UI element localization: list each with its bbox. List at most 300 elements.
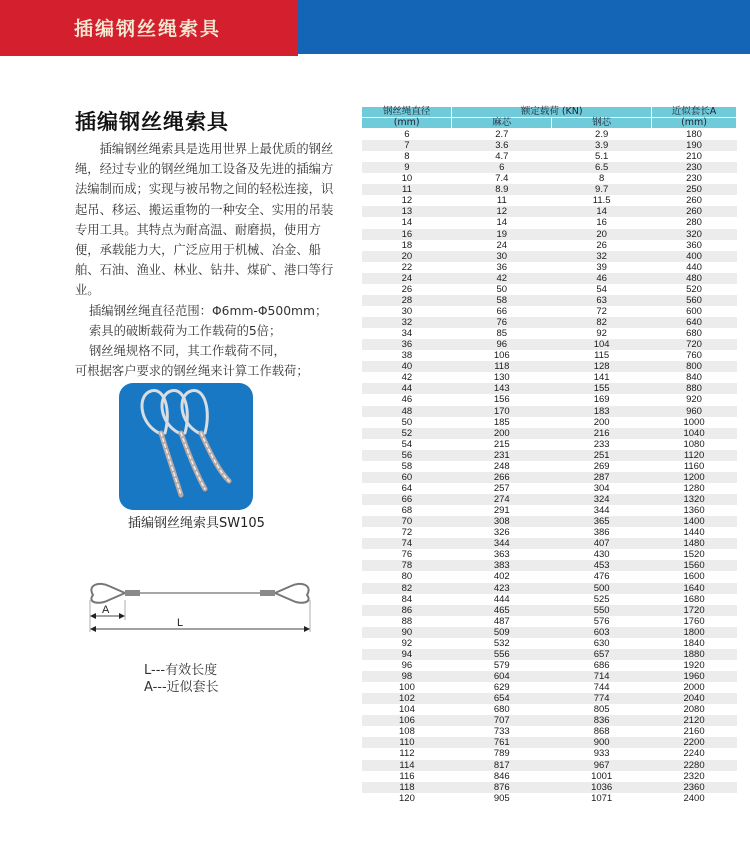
cell-fiber-core: 6 bbox=[452, 162, 552, 173]
cell-diameter: 54 bbox=[401, 438, 413, 450]
table-row bbox=[362, 295, 737, 306]
cell-steel-core: 54 bbox=[596, 283, 607, 295]
cell-diameter: 116 bbox=[399, 770, 415, 782]
cell-steel-core: 686 bbox=[593, 659, 610, 671]
table-row bbox=[362, 129, 737, 141]
table-row bbox=[362, 229, 737, 240]
cell-fiber-core: 326 bbox=[493, 527, 510, 539]
spec-table-body bbox=[362, 129, 737, 804]
cell-diameter: 52 bbox=[362, 428, 452, 439]
cell-diameter: 24 bbox=[362, 273, 452, 284]
cell-fiber-core: 789 bbox=[493, 748, 510, 760]
cell-eye-length: 1440 bbox=[683, 527, 705, 539]
cell-eye-length: 880 bbox=[652, 383, 737, 394]
cell-eye-length: 210 bbox=[686, 151, 702, 163]
table-row bbox=[362, 627, 737, 638]
cell-fiber-core: 733 bbox=[493, 726, 510, 738]
cell-diameter: 11 bbox=[362, 184, 452, 195]
table-row bbox=[362, 748, 737, 759]
cell-eye-length: 1720 bbox=[652, 605, 737, 616]
cell-eye-length: 1080 bbox=[683, 438, 705, 450]
cell-diameter: 80 bbox=[401, 571, 413, 583]
spec-table bbox=[362, 107, 737, 804]
cell-fiber-core: 846 bbox=[493, 770, 510, 782]
customer-note: 可根据客户要求的钢丝绳来计算工作载荷； bbox=[75, 364, 309, 379]
cell-steel-core: 216 bbox=[552, 428, 652, 439]
table-row bbox=[362, 538, 737, 549]
cell-eye-length: 1280 bbox=[683, 482, 705, 494]
table-row bbox=[362, 549, 737, 560]
cell-fiber-core: 248 bbox=[493, 460, 510, 472]
cell-steel-core: 476 bbox=[593, 571, 610, 583]
cell-steel-core: 32 bbox=[552, 251, 652, 262]
table-row bbox=[362, 240, 737, 251]
table-row bbox=[362, 472, 737, 483]
cell-eye-length: 960 bbox=[652, 406, 737, 417]
table-row bbox=[362, 273, 737, 284]
table-row bbox=[362, 151, 737, 162]
cell-diameter: 94 bbox=[362, 649, 452, 660]
cell-fiber-core: 905 bbox=[493, 792, 510, 804]
cell-fiber-core: 423 bbox=[452, 583, 552, 594]
cell-eye-length: 260 bbox=[652, 206, 737, 217]
cell-eye-length: 250 bbox=[652, 184, 737, 195]
header-eye-length: 近似套长A bbox=[652, 107, 737, 118]
cell-diameter: 7 bbox=[362, 140, 452, 151]
table-row bbox=[362, 671, 737, 682]
cell-fiber-core: 344 bbox=[452, 538, 552, 549]
cell-steel-core: 386 bbox=[593, 527, 610, 539]
cell-steel-core: 3.9 bbox=[552, 140, 652, 151]
cell-diameter: 58 bbox=[401, 460, 413, 472]
cell-diameter: 90 bbox=[362, 627, 452, 638]
cell-steel-core: 269 bbox=[593, 460, 610, 472]
table-row bbox=[362, 372, 737, 383]
cell-eye-length: 680 bbox=[686, 328, 702, 340]
cell-diameter: 42 bbox=[401, 372, 413, 384]
cell-eye-length: 1480 bbox=[652, 538, 737, 549]
cell-steel-core: 2.9 bbox=[595, 129, 609, 140]
table-row bbox=[362, 428, 737, 439]
cell-diameter: 64 bbox=[401, 482, 413, 494]
cell-steel-core: 324 bbox=[552, 494, 652, 505]
cell-fiber-core: 4.7 bbox=[495, 151, 509, 163]
cell-diameter: 30 bbox=[401, 305, 413, 317]
cell-diameter: 46 bbox=[401, 394, 413, 406]
cell-eye-length: 1640 bbox=[652, 583, 737, 594]
cell-eye-length: 2000 bbox=[683, 682, 705, 694]
cell-steel-core: 836 bbox=[552, 715, 652, 726]
table-row bbox=[362, 594, 737, 605]
cell-fiber-core: 12 bbox=[452, 206, 552, 217]
cell-diameter: 32 bbox=[362, 317, 452, 328]
cell-steel-core: 344 bbox=[593, 505, 610, 517]
cell-steel-core: 92 bbox=[596, 328, 607, 340]
cell-fiber-core: 383 bbox=[452, 560, 552, 571]
cell-diameter: 60 bbox=[362, 472, 452, 483]
cell-fiber-core: 308 bbox=[452, 516, 552, 527]
cell-eye-length: 230 bbox=[686, 173, 702, 185]
cell-fiber-core: 170 bbox=[452, 406, 552, 417]
table-row bbox=[362, 317, 737, 328]
cell-eye-length: 2160 bbox=[683, 726, 705, 738]
cell-steel-core: 115 bbox=[594, 350, 610, 362]
cell-diameter: 36 bbox=[362, 339, 452, 350]
cell-steel-core: 500 bbox=[552, 583, 652, 594]
cell-diameter: 28 bbox=[362, 295, 452, 306]
cell-steel-core: 200 bbox=[593, 416, 610, 428]
cell-eye-length: 480 bbox=[652, 273, 737, 284]
table-row bbox=[362, 771, 737, 782]
cell-steel-core: 576 bbox=[593, 615, 610, 627]
cell-fiber-core: 76 bbox=[452, 317, 552, 328]
cell-fiber-core: 14 bbox=[496, 217, 508, 229]
cell-fiber-core: 58 bbox=[452, 295, 552, 306]
table-row bbox=[362, 649, 737, 660]
cell-eye-length: 2080 bbox=[683, 704, 705, 716]
cell-diameter: 118 bbox=[362, 782, 452, 793]
cell-fiber-core: 66 bbox=[496, 305, 508, 317]
cell-eye-length: 2040 bbox=[652, 693, 737, 704]
table-row bbox=[362, 251, 737, 262]
table-row bbox=[362, 195, 737, 206]
cell-diameter: 56 bbox=[362, 450, 452, 461]
cell-steel-core: 744 bbox=[593, 682, 610, 694]
cell-steel-core: 933 bbox=[593, 748, 610, 760]
table-row bbox=[362, 793, 737, 804]
cell-diameter: 9 bbox=[362, 162, 452, 173]
cell-steel-core: 104 bbox=[552, 339, 652, 350]
cell-eye-length: 260 bbox=[686, 195, 702, 207]
cell-steel-core: 251 bbox=[552, 450, 652, 461]
table-row bbox=[362, 361, 737, 372]
cell-eye-length: 2200 bbox=[652, 737, 737, 748]
table-row bbox=[362, 726, 737, 737]
cell-eye-length: 1360 bbox=[683, 505, 705, 517]
cell-steel-core: 26 bbox=[596, 239, 607, 251]
cell-eye-length: 180 bbox=[686, 129, 702, 140]
table-row bbox=[362, 406, 737, 417]
table-row bbox=[362, 383, 737, 394]
page-title: 插编钢丝绳索具 bbox=[75, 110, 229, 134]
cell-steel-core: 20 bbox=[552, 229, 652, 240]
cell-diameter: 100 bbox=[399, 682, 415, 694]
table-row bbox=[362, 417, 737, 428]
header-rated-load: 额定载荷 (KN) bbox=[452, 107, 652, 118]
cell-eye-length: 1800 bbox=[652, 627, 737, 638]
cell-fiber-core: 402 bbox=[493, 571, 510, 583]
cell-diameter: 26 bbox=[401, 283, 413, 295]
cell-eye-length: 190 bbox=[652, 140, 737, 151]
cell-diameter: 82 bbox=[362, 583, 452, 594]
cell-fiber-core: 106 bbox=[493, 350, 510, 362]
cell-steel-core: 14 bbox=[552, 206, 652, 217]
cell-eye-length: 2240 bbox=[683, 748, 705, 760]
cell-fiber-core: 42 bbox=[452, 273, 552, 284]
label-l: L bbox=[177, 617, 184, 629]
table-row bbox=[362, 782, 737, 793]
cell-steel-core: 155 bbox=[552, 383, 652, 394]
cell-fiber-core: 11 bbox=[496, 195, 507, 207]
banner-title: 插编钢丝绳索具 bbox=[74, 18, 222, 40]
breaking-load-note: 索具的破断载荷为工作载荷的5倍； bbox=[89, 323, 282, 338]
cell-fiber-core: 291 bbox=[493, 505, 510, 517]
cell-diameter: 76 bbox=[401, 549, 413, 561]
cell-steel-core: 868 bbox=[593, 726, 610, 738]
table-row bbox=[362, 350, 737, 361]
cell-diameter: 44 bbox=[362, 383, 452, 394]
cell-steel-core: 63 bbox=[552, 295, 652, 306]
cell-diameter: 13 bbox=[362, 206, 452, 217]
cell-fiber-core: 509 bbox=[452, 627, 552, 638]
cell-diameter: 114 bbox=[362, 760, 452, 771]
cell-steel-core: 233 bbox=[593, 438, 610, 450]
cell-fiber-core: 185 bbox=[493, 416, 510, 428]
cell-fiber-core: 465 bbox=[452, 605, 552, 616]
table-row bbox=[362, 527, 737, 538]
cell-fiber-core: 579 bbox=[493, 659, 510, 671]
cell-eye-length: 1680 bbox=[683, 593, 705, 605]
cell-steel-core: 72 bbox=[596, 305, 607, 317]
cell-diameter: 38 bbox=[401, 350, 413, 362]
intro-text bbox=[75, 139, 335, 381]
cell-eye-length: 440 bbox=[686, 261, 702, 273]
cell-diameter: 104 bbox=[399, 704, 415, 716]
cell-fiber-core: 96 bbox=[452, 339, 552, 350]
cell-eye-length: 560 bbox=[652, 295, 737, 306]
cell-fiber-core: 2.7 bbox=[495, 129, 509, 140]
cell-diameter: 72 bbox=[401, 527, 413, 539]
cell-diameter: 14 bbox=[401, 217, 413, 229]
cell-eye-length: 1840 bbox=[683, 637, 705, 649]
cell-eye-length: 1520 bbox=[683, 549, 705, 561]
table-row bbox=[362, 560, 737, 571]
cell-eye-length: 2400 bbox=[683, 792, 705, 804]
cell-steel-core: 657 bbox=[552, 649, 652, 660]
cell-diameter: 70 bbox=[362, 516, 452, 527]
cell-diameter: 106 bbox=[362, 715, 452, 726]
cell-steel-core: 141 bbox=[593, 372, 610, 384]
legend-l: L---有效长度 bbox=[144, 663, 218, 678]
cell-diameter: 96 bbox=[401, 659, 413, 671]
cell-eye-length: 520 bbox=[686, 283, 702, 295]
cell-steel-core: 5.1 bbox=[595, 151, 609, 163]
table-row bbox=[362, 306, 737, 317]
cell-diameter: 110 bbox=[362, 737, 452, 748]
cell-fiber-core: 363 bbox=[493, 549, 510, 561]
banner-blue-panel bbox=[298, 0, 750, 54]
cell-diameter: 48 bbox=[362, 406, 452, 417]
wire-rope-slings-image bbox=[119, 383, 253, 510]
cell-diameter: 88 bbox=[401, 615, 413, 627]
cell-diameter: 78 bbox=[362, 560, 452, 571]
cell-diameter: 74 bbox=[362, 538, 452, 549]
label-a: A bbox=[102, 604, 110, 616]
cell-diameter: 84 bbox=[401, 593, 413, 605]
cell-steel-core: 9.7 bbox=[552, 184, 652, 195]
table-row bbox=[362, 394, 737, 405]
header-steel-core: 钢芯 bbox=[552, 118, 652, 129]
cell-steel-core: 900 bbox=[552, 737, 652, 748]
cell-steel-core: 183 bbox=[552, 406, 652, 417]
cell-eye-length: 1880 bbox=[652, 649, 737, 660]
table-row bbox=[362, 184, 737, 195]
cell-diameter: 66 bbox=[362, 494, 452, 505]
cell-fiber-core: 19 bbox=[452, 229, 552, 240]
cell-eye-length: 600 bbox=[686, 305, 702, 317]
cell-eye-length: 1920 bbox=[683, 659, 705, 671]
legend-a: A---近似套长 bbox=[144, 680, 219, 695]
sling-diagram-icon bbox=[85, 580, 315, 650]
table-row bbox=[362, 494, 737, 505]
cell-fiber-core: 761 bbox=[452, 737, 552, 748]
header-diameter-unit: (mm) bbox=[362, 118, 452, 129]
cell-diameter: 86 bbox=[362, 605, 452, 616]
cell-eye-length: 2120 bbox=[652, 715, 737, 726]
cell-eye-length: 1000 bbox=[683, 416, 705, 428]
cell-fiber-core: 30 bbox=[452, 251, 552, 262]
table-row bbox=[362, 571, 737, 582]
cell-eye-length: 1320 bbox=[652, 494, 737, 505]
cell-steel-core: 287 bbox=[552, 472, 652, 483]
cell-diameter: 50 bbox=[401, 416, 413, 428]
table-row bbox=[362, 660, 737, 671]
table-row bbox=[362, 461, 737, 472]
cell-eye-length: 230 bbox=[652, 162, 737, 173]
cell-fiber-core: 876 bbox=[452, 782, 552, 793]
intro-paragraph: 插编钢丝绳索具是选用世界上最优质的钢丝绳，经过专业的钢丝绳加工设备及先进的插编方法编制而成；实现与被吊物之间的轻松连接，识起吊、移运、搬运重物的一种安全、实用的吊装专用工具。其特点为耐高温、耐磨损，使用方便，承载能力大，广泛应用于机械、冶金、船舶、石油、渔业、林业、钻井、煤矿、港口等行业。 bbox=[75, 142, 334, 298]
cell-eye-length: 1960 bbox=[652, 671, 737, 682]
cell-steel-core: 603 bbox=[552, 627, 652, 638]
cell-steel-core: 630 bbox=[593, 637, 610, 649]
cell-fiber-core: 266 bbox=[452, 472, 552, 483]
table-row bbox=[362, 616, 737, 627]
table-row bbox=[362, 339, 737, 350]
table-row bbox=[362, 505, 737, 516]
cell-fiber-core: 604 bbox=[452, 671, 552, 682]
cell-fiber-core: 231 bbox=[452, 450, 552, 461]
table-row bbox=[362, 439, 737, 450]
cell-eye-length: 1400 bbox=[652, 516, 737, 527]
table-row bbox=[362, 162, 737, 173]
table-row bbox=[362, 737, 737, 748]
cell-fiber-core: 444 bbox=[493, 593, 510, 605]
table-row bbox=[362, 206, 737, 217]
cell-eye-length: 720 bbox=[652, 339, 737, 350]
cell-fiber-core: 24 bbox=[496, 239, 508, 251]
cell-diameter: 6 bbox=[404, 129, 410, 140]
cell-steel-core: 8 bbox=[599, 173, 605, 185]
table-row bbox=[362, 284, 737, 295]
table-row bbox=[362, 328, 737, 339]
cell-eye-length: 1040 bbox=[652, 428, 737, 439]
cell-fiber-core: 130 bbox=[493, 372, 510, 384]
cell-steel-core: 774 bbox=[552, 693, 652, 704]
cell-fiber-core: 156 bbox=[493, 394, 510, 406]
cell-diameter: 16 bbox=[362, 229, 452, 240]
cell-fiber-core: 200 bbox=[452, 428, 552, 439]
table-row bbox=[362, 483, 737, 494]
cell-eye-length: 280 bbox=[686, 217, 702, 229]
header-eye-length-unit: (mm) bbox=[652, 118, 737, 129]
table-row bbox=[362, 715, 737, 726]
cell-steel-core: 550 bbox=[552, 605, 652, 616]
cell-steel-core: 453 bbox=[552, 560, 652, 571]
cell-steel-core: 365 bbox=[552, 516, 652, 527]
cell-fiber-core: 8.9 bbox=[452, 184, 552, 195]
cell-eye-length: 360 bbox=[686, 239, 702, 251]
table-row bbox=[362, 638, 737, 649]
cell-eye-length: 2320 bbox=[683, 770, 705, 782]
cell-diameter: 112 bbox=[399, 748, 415, 760]
cell-diameter: 20 bbox=[362, 251, 452, 262]
cell-fiber-core: 532 bbox=[493, 637, 510, 649]
product-photo bbox=[119, 383, 253, 510]
table-row bbox=[362, 682, 737, 693]
cell-steel-core: 128 bbox=[552, 361, 652, 372]
cell-diameter: 68 bbox=[401, 505, 413, 517]
cell-steel-core: 967 bbox=[552, 760, 652, 771]
table-row bbox=[362, 262, 737, 273]
cell-fiber-core: 707 bbox=[452, 715, 552, 726]
cell-steel-core: 1071 bbox=[591, 792, 613, 804]
header-diameter: 钢丝绳直径 bbox=[362, 107, 452, 118]
cell-fiber-core: 215 bbox=[493, 438, 510, 450]
header-banner bbox=[0, 0, 750, 56]
cell-fiber-core: 36 bbox=[496, 261, 508, 273]
cell-diameter: 18 bbox=[401, 239, 413, 251]
cell-fiber-core: 3.6 bbox=[452, 140, 552, 151]
cell-steel-core: 46 bbox=[552, 273, 652, 284]
cell-eye-length: 840 bbox=[686, 372, 702, 384]
photo-caption: 插编钢丝绳索具SW105 bbox=[128, 516, 265, 531]
diagram-legend bbox=[144, 662, 219, 696]
table-row bbox=[362, 760, 737, 771]
cell-fiber-core: 7.4 bbox=[495, 173, 509, 185]
cell-fiber-core: 85 bbox=[496, 328, 508, 340]
cell-diameter: 22 bbox=[401, 261, 413, 273]
table-row bbox=[362, 704, 737, 715]
cell-steel-core: 525 bbox=[593, 593, 610, 605]
cell-eye-length: 920 bbox=[686, 394, 702, 406]
cell-fiber-core: 274 bbox=[452, 494, 552, 505]
cell-eye-length: 1120 bbox=[652, 450, 737, 461]
cell-diameter: 34 bbox=[401, 328, 413, 340]
cell-steel-core: 407 bbox=[552, 538, 652, 549]
cell-diameter: 120 bbox=[399, 792, 415, 804]
cell-diameter: 102 bbox=[362, 693, 452, 704]
cell-diameter: 10 bbox=[401, 173, 413, 185]
cell-fiber-core: 556 bbox=[452, 649, 552, 660]
cell-steel-core: 11.5 bbox=[592, 195, 611, 207]
cell-steel-core: 16 bbox=[596, 217, 607, 229]
cell-eye-length: 1560 bbox=[652, 560, 737, 571]
cell-eye-length: 1200 bbox=[652, 472, 737, 483]
cell-fiber-core: 680 bbox=[493, 704, 510, 716]
cell-fiber-core: 143 bbox=[452, 383, 552, 394]
cell-steel-core: 6.5 bbox=[552, 162, 652, 173]
spec-note: 钢丝绳规格不同，其工作载荷不同， bbox=[89, 344, 286, 359]
cell-fiber-core: 654 bbox=[452, 693, 552, 704]
cell-diameter: 92 bbox=[401, 637, 413, 649]
cell-diameter: 12 bbox=[401, 195, 413, 207]
table-row bbox=[362, 516, 737, 527]
cell-eye-length: 2360 bbox=[652, 782, 737, 793]
cell-fiber-core: 118 bbox=[452, 361, 552, 372]
cell-eye-length: 320 bbox=[652, 229, 737, 240]
cell-eye-length: 1600 bbox=[683, 571, 705, 583]
cell-diameter: 40 bbox=[362, 361, 452, 372]
